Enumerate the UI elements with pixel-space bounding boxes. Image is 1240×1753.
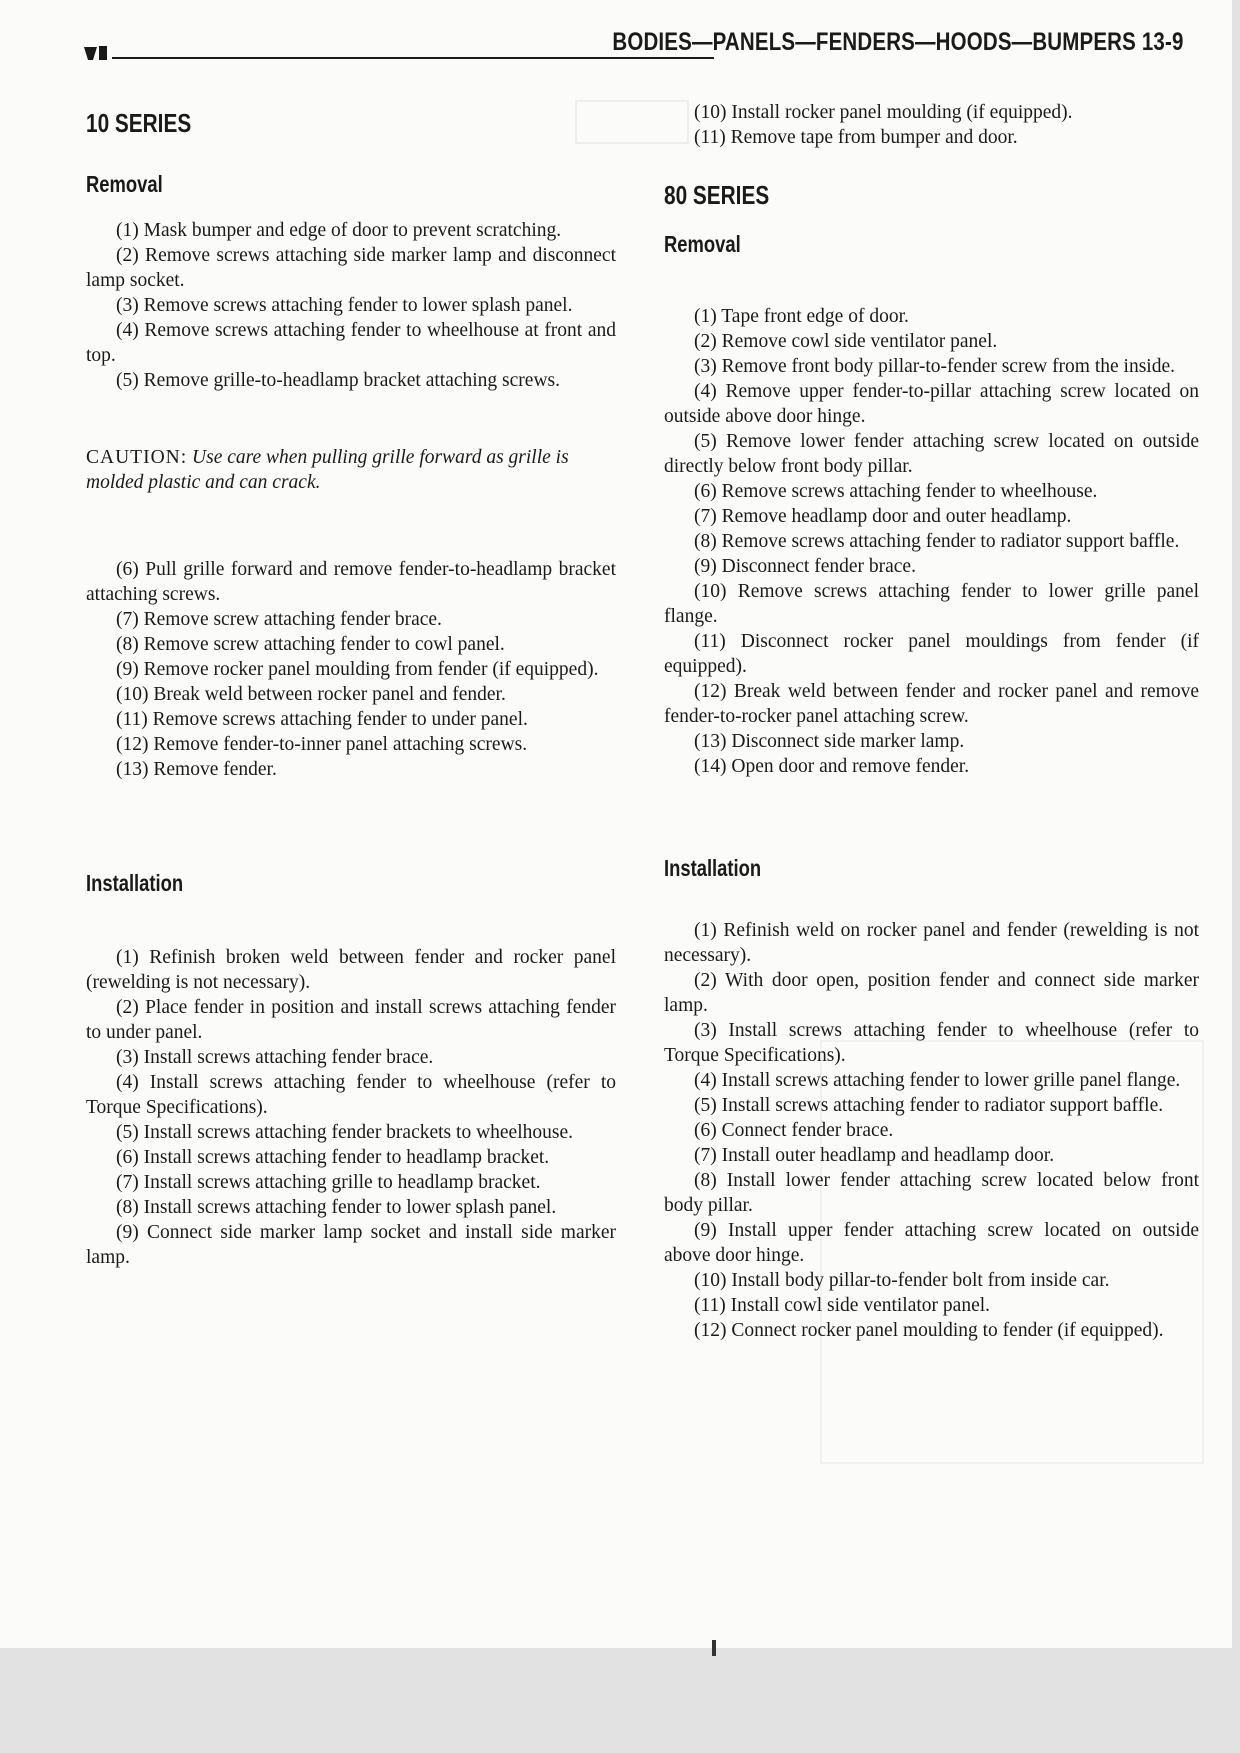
list-item: (3) Remove front body pillar-to-fender screw from the inside. bbox=[694, 356, 1175, 377]
list-item: (2) Remove cowl side ventilator panel. bbox=[694, 331, 998, 352]
list-item: (1) Tape front edge of door. bbox=[694, 306, 909, 327]
list-item: (8) Install screws attaching fender to lower splash panel. bbox=[116, 1197, 557, 1218]
list-item: (1) Refinish broken weld between fender and rocker panel (rewelding is not necessary). bbox=[86, 947, 616, 993]
installation-steps-80 bbox=[664, 918, 1199, 1343]
list-item: (9) Remove rocker panel moulding from fender (if equipped). bbox=[116, 659, 599, 680]
installation-heading-10: Installation bbox=[86, 870, 184, 896]
list-item: (4) Remove upper fender-to-pillar attaching screw located on outside above door hinge. bbox=[664, 381, 1199, 427]
list-item: (9) Disconnect fender brace. bbox=[694, 556, 916, 577]
list-item: (12) Remove fender-to-inner panel attaching screws. bbox=[116, 734, 528, 755]
page-title: BODIES—PANELS—FENDERS—HOODS—BUMPERS 13-9 bbox=[612, 28, 1184, 56]
list-item: (11) Disconnect rocker panel mouldings from fender (if equipped). bbox=[664, 631, 1199, 677]
list-item: (2) With door open, position fender and connect side marker lamp. bbox=[664, 970, 1199, 1016]
list-item: (8) Remove screws attaching fender to radiator support baffle. bbox=[694, 531, 1180, 552]
list-item: (11) Remove screws attaching fender to under panel. bbox=[116, 709, 528, 730]
list-item: (8) Remove screw attaching fender to cowl panel. bbox=[116, 634, 505, 655]
list-item: (5) Remove grille-to-headlamp bracket attaching screws. bbox=[116, 370, 560, 391]
list-item: (9) Install upper fender attaching screw located on outside above door hinge. bbox=[664, 1220, 1199, 1266]
list-item: (11) Remove tape from bumper and door. bbox=[694, 127, 1018, 148]
removal-heading-10: Removal bbox=[86, 171, 163, 197]
removal-steps-10 bbox=[86, 218, 616, 393]
list-item: (3) Install screws attaching fender brace. bbox=[116, 1047, 434, 1068]
series-heading-10: 10 SERIES bbox=[86, 108, 192, 138]
removal-steps-10-continued bbox=[86, 557, 616, 782]
list-item: (2) Remove screws attaching side marker lamp and disconnect lamp socket. bbox=[86, 245, 616, 291]
binding-tick-mark bbox=[712, 1640, 716, 1656]
series-heading-80: 80 SERIES bbox=[664, 180, 770, 210]
list-item: (14) Open door and remove fender. bbox=[694, 756, 970, 777]
right-column bbox=[664, 100, 1199, 1343]
list-item: (7) Install screws attaching grille to headlamp bracket. bbox=[116, 1172, 541, 1193]
header-rule bbox=[112, 57, 714, 59]
list-item: (12) Break weld between fender and rocker panel and remove fender-to-rocker panel attaching screw. bbox=[664, 681, 1199, 727]
list-item: (5) Install screws attaching fender brackets to wheelhouse. bbox=[116, 1122, 573, 1143]
list-item: (10) Break weld between rocker panel and fender. bbox=[116, 684, 506, 705]
list-item: (4) Remove screws attaching fender to wheelhouse at front and top. bbox=[86, 320, 616, 366]
list-item: (1) Refinish weld on rocker panel and fender (rewelding is not necessary). bbox=[664, 920, 1199, 966]
list-item: (3) Install screws attaching fender to wheelhouse (refer to Torque Specifications). bbox=[664, 1020, 1199, 1066]
left-column bbox=[86, 108, 616, 1270]
caution-label: CAUTION: bbox=[86, 447, 188, 468]
removal-heading-80: Removal bbox=[664, 231, 741, 257]
list-item: (1) Mask bumper and edge of door to prevent scratching. bbox=[116, 220, 562, 241]
list-item: (12) Connect rocker panel moulding to fender (if equipped). bbox=[694, 1320, 1164, 1341]
list-item: (7) Remove screw attaching fender brace. bbox=[116, 609, 442, 630]
list-item: (7) Remove headlamp door and outer headlamp. bbox=[694, 506, 1072, 527]
list-item: (6) Remove screws attaching fender to wheelhouse. bbox=[694, 481, 1098, 502]
scan-background bbox=[0, 1648, 1240, 1753]
installation-steps-10-continued bbox=[664, 100, 1199, 150]
list-item: (13) Remove fender. bbox=[116, 759, 277, 780]
list-item: (3) Remove screws attaching fender to lower splash panel. bbox=[116, 295, 573, 316]
list-item: (10) Install body pillar-to-fender bolt from inside car. bbox=[694, 1270, 1110, 1291]
caution-text: Use care when pulling grille forward as grille is molded plastic and can crack. bbox=[86, 447, 569, 493]
list-item: (6) Pull grille forward and remove fender-to-headlamp bracket attaching screws. bbox=[86, 559, 616, 605]
installation-heading-80: Installation bbox=[664, 855, 762, 881]
list-item: (10) Install rocker panel moulding (if equipped). bbox=[694, 102, 1073, 123]
list-item: (4) Install screws attaching fender to lower grille panel flange. bbox=[694, 1070, 1181, 1091]
list-item: (4) Install screws attaching fender to wheelhouse (refer to Torque Specifications). bbox=[86, 1072, 616, 1118]
list-item: (5) Install screws attaching fender to radiator support baffle. bbox=[694, 1095, 1164, 1116]
removal-steps-80 bbox=[664, 304, 1199, 779]
list-item: (2) Place fender in position and install screws attaching fender to under panel. bbox=[86, 997, 616, 1043]
list-item: (7) Install outer headlamp and headlamp door. bbox=[694, 1145, 1055, 1166]
caution-note bbox=[86, 445, 616, 495]
installation-steps-10 bbox=[86, 945, 616, 1270]
list-item: (6) Connect fender brace. bbox=[694, 1120, 894, 1141]
list-item: (11) Install cowl side ventilator panel. bbox=[694, 1295, 991, 1316]
list-item: (10) Remove screws attaching fender to lower grille panel flange. bbox=[664, 581, 1199, 627]
page-header bbox=[84, 16, 1184, 58]
list-item: (5) Remove lower fender attaching screw located on outside directly below front body pillar. bbox=[664, 431, 1199, 477]
list-item: (9) Connect side marker lamp socket and install side marker lamp. bbox=[86, 1222, 616, 1268]
list-item: (6) Install screws attaching fender to headlamp bracket. bbox=[116, 1147, 550, 1168]
list-item: (13) Disconnect side marker lamp. bbox=[694, 731, 965, 752]
list-item: (8) Install lower fender attaching screw located below front body pillar. bbox=[664, 1170, 1199, 1216]
section-marker-icon bbox=[84, 44, 110, 60]
